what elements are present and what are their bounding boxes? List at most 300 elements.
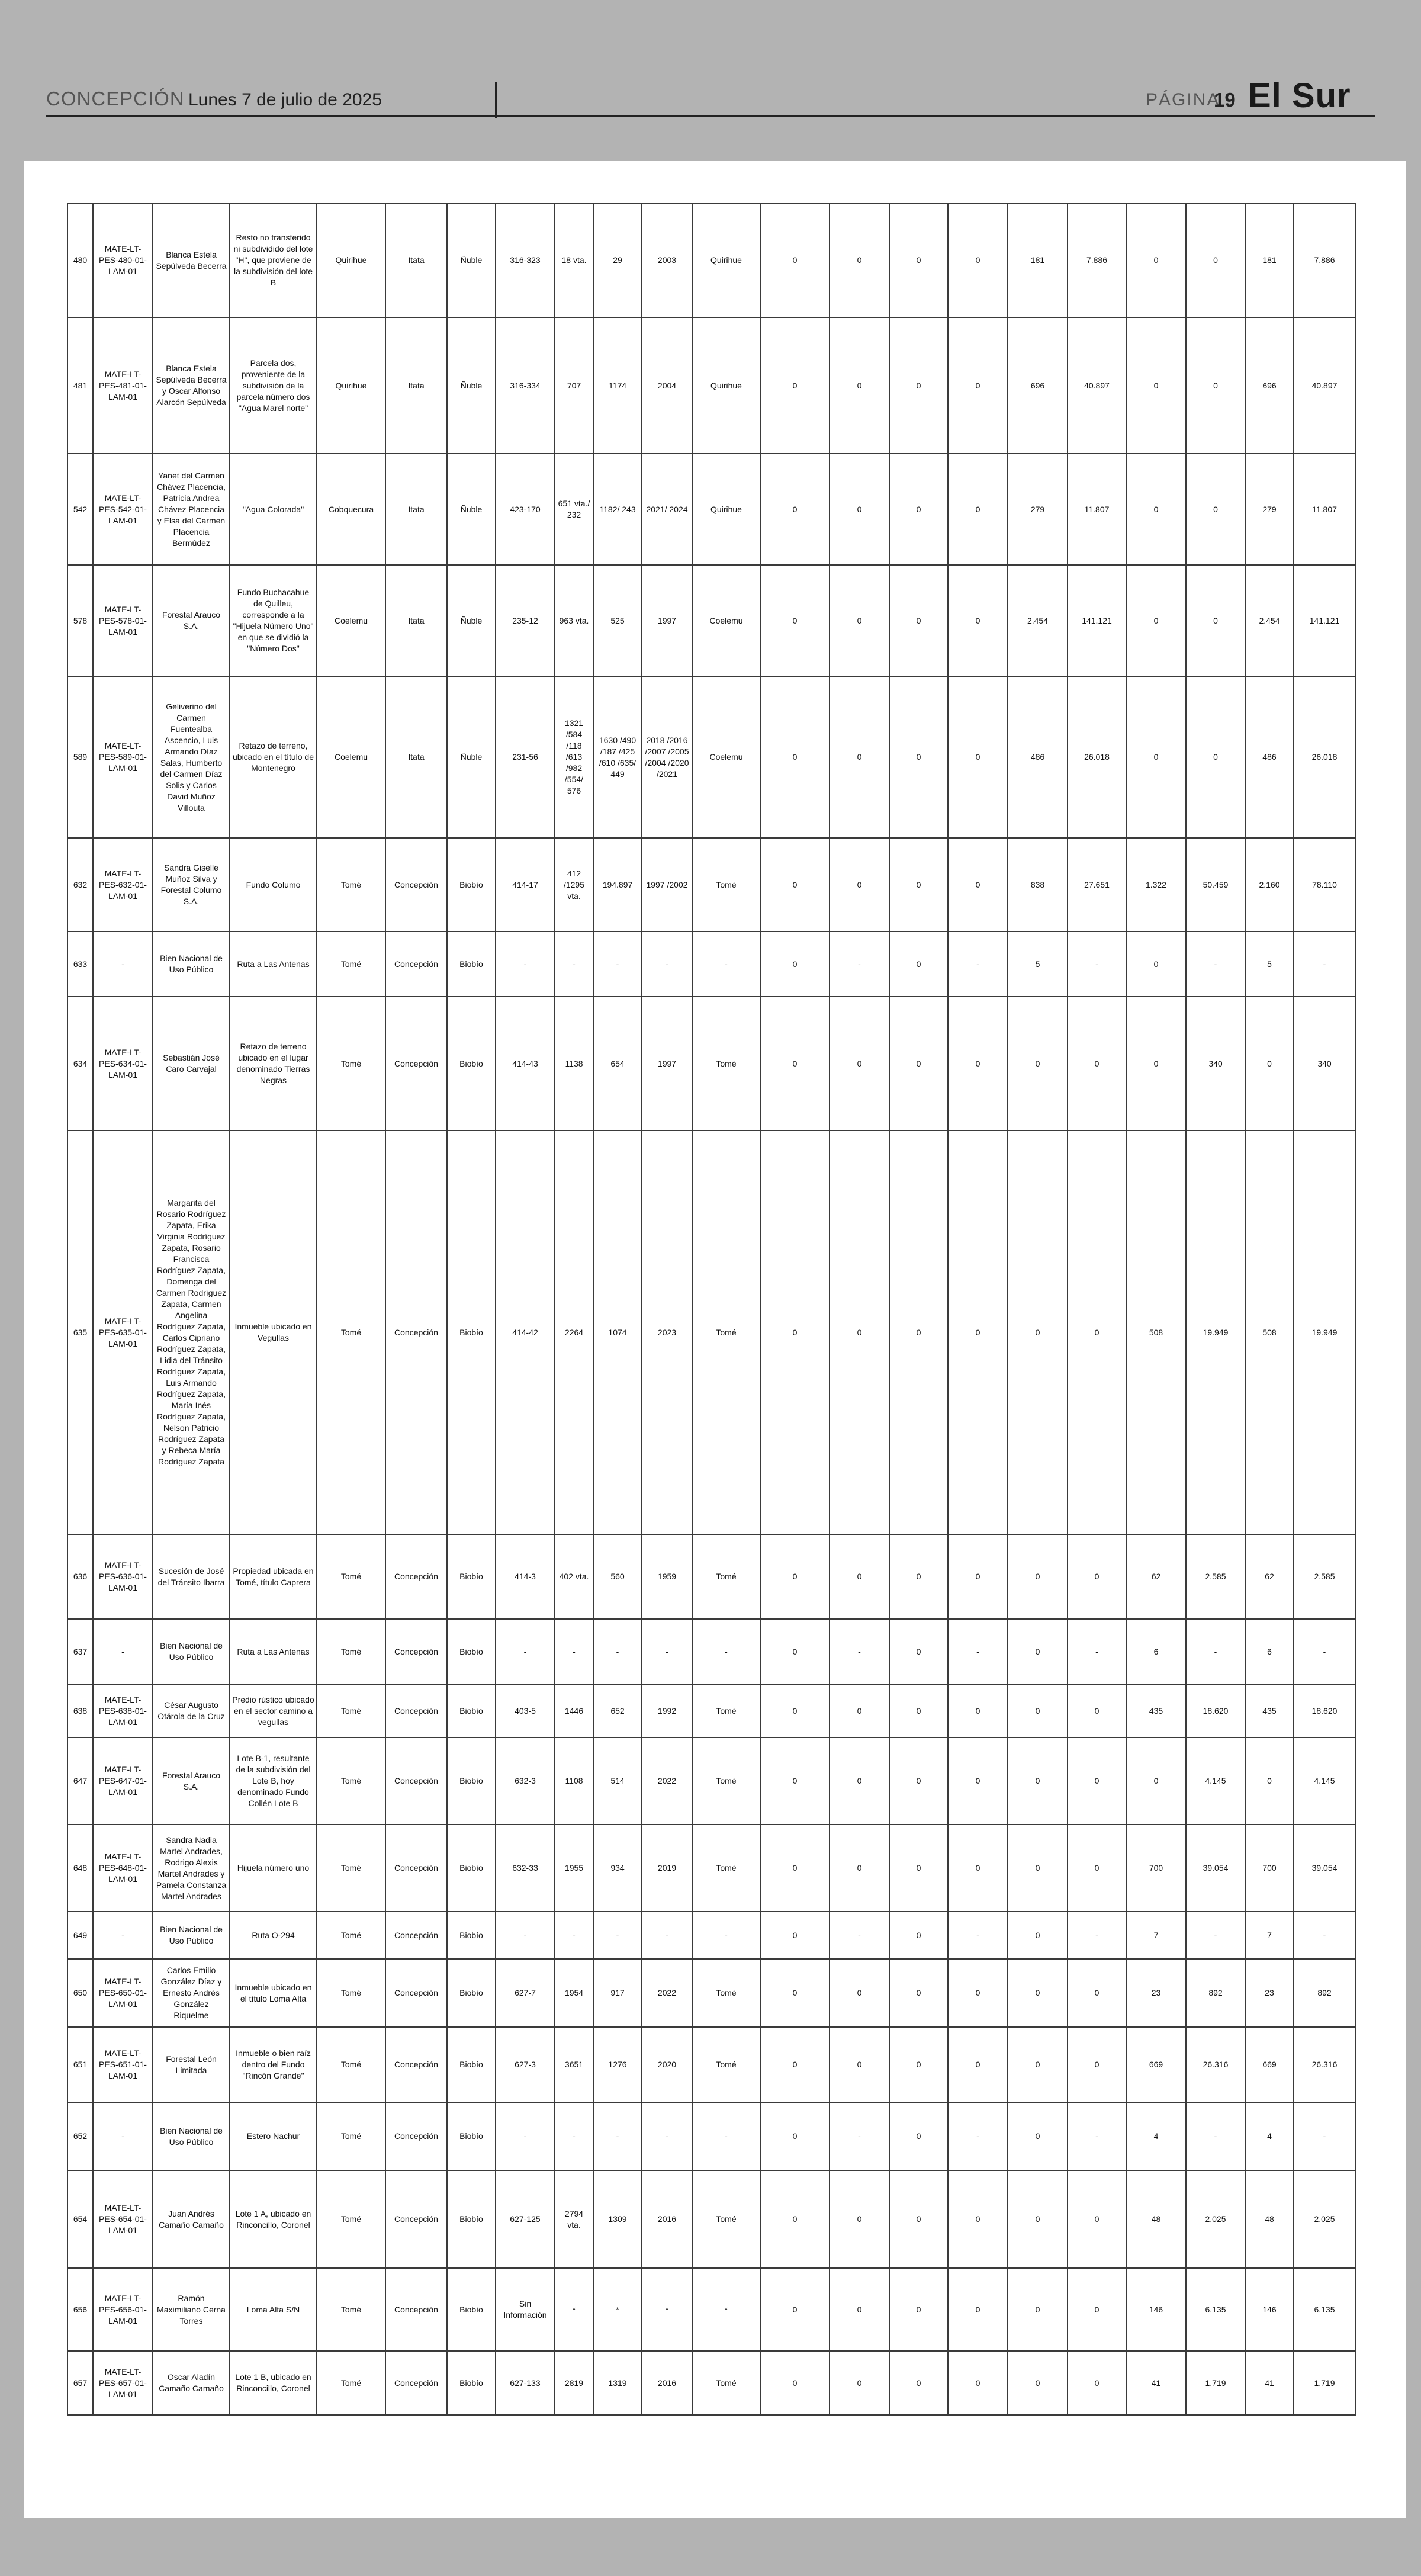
table-cell: MATE-LT-PES-648-01-LAM-01: [93, 1825, 153, 1912]
table-cell: Concepción: [385, 1825, 447, 1912]
table-cell: Coelemu: [692, 565, 760, 676]
table-cell: 636: [67, 1534, 93, 1619]
table-cell: 2016: [642, 2351, 692, 2415]
table-cell: 40.897: [1294, 317, 1355, 454]
table-cell: 0: [889, 2351, 948, 2415]
table-cell: -: [948, 932, 1008, 997]
table-cell: -: [1186, 1912, 1245, 1959]
table-cell: -: [1294, 932, 1355, 997]
table-cell: Concepción: [385, 1959, 447, 2027]
table-row: [67, 2268, 1355, 2351]
table-cell: Tomé: [692, 997, 760, 1130]
table-cell: 892: [1186, 1959, 1245, 2027]
table-cell: Tomé: [692, 1684, 760, 1737]
table-cell: MATE-LT-PES-647-01-LAM-01: [93, 1737, 153, 1825]
table-cell: 0: [948, 1534, 1008, 1619]
table-cell: MATE-LT-PES-578-01-LAM-01: [93, 565, 153, 676]
table-cell: 26.316: [1294, 2027, 1355, 2102]
table-cell: 423-170: [496, 454, 555, 565]
table-cell: 0: [889, 2170, 948, 2268]
table-cell: Concepción: [385, 2102, 447, 2170]
table-cell: 0: [760, 1619, 830, 1684]
table-cell: 635: [67, 1130, 93, 1534]
table-cell: MATE-LT-PES-654-01-LAM-01: [93, 2170, 153, 2268]
table-cell: 0: [1186, 676, 1245, 838]
table-cell: 0: [830, 1684, 889, 1737]
table-row: [67, 1619, 1355, 1684]
table-cell: 707: [555, 317, 593, 454]
table-cell: 2.585: [1294, 1534, 1355, 1619]
table-cell: Itata: [385, 317, 447, 454]
table-cell: Biobío: [447, 997, 496, 1130]
table-cell: 2022: [642, 1959, 692, 2027]
table-cell: 23: [1245, 1959, 1294, 2027]
table-cell: 0: [948, 838, 1008, 932]
table-cell: MATE-LT-PES-650-01-LAM-01: [93, 1959, 153, 2027]
table-cell: -: [1186, 932, 1245, 997]
table-cell: 18 vta.: [555, 203, 593, 317]
table-cell: 26.018: [1068, 676, 1126, 838]
table-cell: 4.145: [1294, 1737, 1355, 1825]
table-cell: Tomé: [317, 838, 385, 932]
table-cell: Parcela dos, proveniente de la subdivisión de la parcela número dos "Agua Marel norte": [230, 317, 317, 454]
table-cell: Geliverino del Carmen Fuentealba Ascencio, Luis Armando Díaz Salas, Humberto del Carmen Díaz Solis y Carlos David Muñoz Villouta: [153, 676, 230, 838]
table-cell: -: [948, 1619, 1008, 1684]
table-cell: 0: [889, 1130, 948, 1534]
table-cell: 1630 /490 /187 /425 /610 /635/ 449: [593, 676, 642, 838]
table-cell: 0: [830, 1825, 889, 1912]
table-cell: 634: [67, 997, 93, 1130]
table-cell: 0: [889, 1825, 948, 1912]
table-cell: Biobío: [447, 1825, 496, 1912]
table-cell: 1997 /2002: [642, 838, 692, 932]
table-cell: 1182/ 243: [593, 454, 642, 565]
table-cell: 650: [67, 1959, 93, 2027]
table-cell: 0: [889, 317, 948, 454]
table-row: [67, 317, 1355, 454]
table-cell: 0: [1008, 1912, 1068, 1959]
table-cell: *: [593, 2268, 642, 2351]
table-cell: 0: [760, 676, 830, 838]
table-cell: MATE-LT-PES-542-01-LAM-01: [93, 454, 153, 565]
table-cell: Coelemu: [317, 676, 385, 838]
table-cell: 0: [760, 1534, 830, 1619]
table-cell: 5: [1008, 932, 1068, 997]
table-row: [67, 838, 1355, 932]
table-cell: -: [496, 932, 555, 997]
table-cell: 48: [1245, 2170, 1294, 2268]
table-cell: MATE-LT-PES-589-01-LAM-01: [93, 676, 153, 838]
table-cell: Quirihue: [692, 454, 760, 565]
table-cell: -: [93, 932, 153, 997]
table-cell: 0: [1126, 932, 1186, 997]
table-cell: 0: [760, 1912, 830, 1959]
table-cell: Forestal Arauco S.A.: [153, 1737, 230, 1825]
table-cell: Tomé: [317, 997, 385, 1130]
table-cell: 41: [1245, 2351, 1294, 2415]
table-cell: Bien Nacional de Uso Público: [153, 1912, 230, 1959]
table-cell: 0: [948, 317, 1008, 454]
table-cell: 654: [67, 2170, 93, 2268]
table-cell: 0: [760, 2170, 830, 2268]
table-cell: 0: [889, 676, 948, 838]
table-cell: 0: [830, 203, 889, 317]
table-cell: -: [555, 1912, 593, 1959]
table-cell: Concepción: [385, 997, 447, 1130]
table-cell: 0: [1008, 2351, 1068, 2415]
table-cell: 651 vta./ 232: [555, 454, 593, 565]
table-cell: Tomé: [317, 2351, 385, 2415]
table-cell: 181: [1245, 203, 1294, 317]
table-cell: 508: [1126, 1130, 1186, 1534]
table-cell: 414-42: [496, 1130, 555, 1534]
table-cell: 560: [593, 1534, 642, 1619]
table-cell: 632: [67, 838, 93, 932]
table-cell: 2264: [555, 1130, 593, 1534]
table-cell: Biobío: [447, 2102, 496, 2170]
table-cell: 0: [1126, 203, 1186, 317]
table-cell: MATE-LT-PES-632-01-LAM-01: [93, 838, 153, 932]
table-cell: 0: [948, 2027, 1008, 2102]
table-cell: 1446: [555, 1684, 593, 1737]
table-cell: 632-33: [496, 1825, 555, 1912]
table-cell: -: [642, 1912, 692, 1959]
table-cell: 435: [1126, 1684, 1186, 1737]
table-cell: 340: [1186, 997, 1245, 1130]
table-cell: 0: [830, 2027, 889, 2102]
table-cell: 1992: [642, 1684, 692, 1737]
table-cell: 892: [1294, 1959, 1355, 2027]
table-cell: 0: [889, 454, 948, 565]
table-cell: Biobío: [447, 1619, 496, 1684]
table-cell: 648: [67, 1825, 93, 1912]
page-number: 19: [1214, 89, 1236, 111]
table-cell: Biobío: [447, 2268, 496, 2351]
table-cell: 2794 vta.: [555, 2170, 593, 2268]
table-cell: Ñuble: [447, 317, 496, 454]
table-cell: Concepción: [385, 838, 447, 932]
table-cell: 7.886: [1068, 203, 1126, 317]
table-cell: 40.897: [1068, 317, 1126, 454]
table-cell: 340: [1294, 997, 1355, 1130]
table-cell: 2021/ 2024: [642, 454, 692, 565]
table-cell: Blanca Estela Sepúlveda Becerra y Oscar Alfonso Alarcón Sepúlveda: [153, 317, 230, 454]
table-cell: 316-323: [496, 203, 555, 317]
table-cell: Biobío: [447, 932, 496, 997]
table-cell: 486: [1008, 676, 1068, 838]
table-cell: 2.454: [1245, 565, 1294, 676]
table-cell: 934: [593, 1825, 642, 1912]
table-cell: 627-3: [496, 2027, 555, 2102]
table-cell: 0: [889, 565, 948, 676]
table-cell: 0: [1126, 1737, 1186, 1825]
table-cell: Coelemu: [692, 676, 760, 838]
table-cell: 1.322: [1126, 838, 1186, 932]
table-cell: 0: [1008, 1684, 1068, 1737]
table-cell: 0: [889, 2027, 948, 2102]
table-cell: 652: [593, 1684, 642, 1737]
expropriation-table: [67, 203, 1356, 2416]
table-cell: 0: [1008, 1130, 1068, 1534]
table-cell: Biobío: [447, 1684, 496, 1737]
table-cell: 637: [67, 1619, 93, 1684]
table-cell: 0: [760, 1684, 830, 1737]
table-cell: Biobío: [447, 1534, 496, 1619]
table-cell: 62: [1245, 1534, 1294, 1619]
table-cell: Coelemu: [317, 565, 385, 676]
table-cell: 48: [1126, 2170, 1186, 2268]
table-cell: Forestal León Limitada: [153, 2027, 230, 2102]
table-cell: 0: [760, 2268, 830, 2351]
table-row: [67, 2170, 1355, 2268]
table-cell: 1997: [642, 565, 692, 676]
table-cell: 412 /1295 vta.: [555, 838, 593, 932]
table-cell: 1319: [593, 2351, 642, 2415]
table-cell: 542: [67, 454, 93, 565]
table-cell: 0: [1126, 676, 1186, 838]
table-cell: -: [692, 2102, 760, 2170]
table-cell: 486: [1245, 676, 1294, 838]
table-cell: MATE-LT-PES-651-01-LAM-01: [93, 2027, 153, 2102]
table-cell: 480: [67, 203, 93, 317]
table-cell: 1997: [642, 997, 692, 1130]
table-cell: 838: [1008, 838, 1068, 932]
table-cell: 0: [1068, 2351, 1126, 2415]
table-cell: Tomé: [317, 2268, 385, 2351]
table-cell: Concepción: [385, 2027, 447, 2102]
table-cell: 0: [948, 2170, 1008, 2268]
table-cell: 11.807: [1068, 454, 1126, 565]
table-cell: 0: [1068, 1737, 1126, 1825]
table-cell: 0: [889, 2102, 948, 2170]
table-cell: 1954: [555, 1959, 593, 2027]
table-cell: 2004: [642, 317, 692, 454]
table-cell: Concepción: [385, 1684, 447, 1737]
table-cell: 0: [1008, 1825, 1068, 1912]
table-cell: César Augusto Otárola de la Cruz: [153, 1684, 230, 1737]
table-cell: 0: [889, 1684, 948, 1737]
table-cell: 0: [760, 2351, 830, 2415]
table-cell: Concepción: [385, 1130, 447, 1534]
table-cell: MATE-LT-PES-657-01-LAM-01: [93, 2351, 153, 2415]
table-cell: 2016: [642, 2170, 692, 2268]
table-cell: 0: [1186, 203, 1245, 317]
table-cell: *: [642, 2268, 692, 2351]
table-cell: 78.110: [1294, 838, 1355, 932]
table-cell: Bien Nacional de Uso Público: [153, 2102, 230, 2170]
table-cell: 181: [1008, 203, 1068, 317]
table-cell: -: [1294, 1619, 1355, 1684]
table-cell: 0: [830, 565, 889, 676]
table-cell: 654: [593, 997, 642, 1130]
table-cell: 41: [1126, 2351, 1186, 2415]
table-cell: 0: [830, 1534, 889, 1619]
table-cell: 2.025: [1186, 2170, 1245, 2268]
table-row: [67, 1737, 1355, 1825]
table-cell: 2819: [555, 2351, 593, 2415]
table-cell: Bien Nacional de Uso Público: [153, 1619, 230, 1684]
table-cell: 18.620: [1294, 1684, 1355, 1737]
table-cell: Sandra Nadia Martel Andrades, Rodrigo Alexis Martel Andrades y Pamela Constanza Martel Andrades: [153, 1825, 230, 1912]
table-cell: MATE-LT-PES-634-01-LAM-01: [93, 997, 153, 1130]
table-cell: Tomé: [317, 1684, 385, 1737]
table-cell: 1955: [555, 1825, 593, 1912]
table-cell: Sin Información: [496, 2268, 555, 2351]
table-cell: 0: [830, 2170, 889, 2268]
table-cell: -: [830, 2102, 889, 2170]
table-cell: 0: [948, 203, 1008, 317]
table-cell: 39.054: [1186, 1825, 1245, 1912]
table-cell: 0: [760, 454, 830, 565]
table-cell: 1.719: [1186, 2351, 1245, 2415]
table-cell: 638: [67, 1684, 93, 1737]
table-row: [67, 565, 1355, 676]
table-cell: 2019: [642, 1825, 692, 1912]
table-cell: 0: [1068, 2170, 1126, 2268]
table-cell: MATE-LT-PES-638-01-LAM-01: [93, 1684, 153, 1737]
table-cell: 627-133: [496, 2351, 555, 2415]
table-cell: Tomé: [317, 1534, 385, 1619]
table-cell: 0: [760, 2027, 830, 2102]
table-cell: Itata: [385, 203, 447, 317]
table-cell: 0: [830, 1959, 889, 2027]
table-cell: -: [593, 1619, 642, 1684]
table-cell: 652: [67, 2102, 93, 2170]
table-row: [67, 1534, 1355, 1619]
table-cell: 0: [1245, 1737, 1294, 1825]
table-cell: 403-5: [496, 1684, 555, 1737]
table-cell: 402 vta.: [555, 1534, 593, 1619]
table-cell: Propiedad ubicada en Tomé, título Caprera: [230, 1534, 317, 1619]
table-cell: 1174: [593, 317, 642, 454]
table-cell: Biobío: [447, 1912, 496, 1959]
table-cell: Tomé: [692, 2027, 760, 2102]
table-cell: 0: [760, 1737, 830, 1825]
table-row: [67, 997, 1355, 1130]
table-cell: Ramón Maximiliano Cerna Torres: [153, 2268, 230, 2351]
table-cell: Inmueble o bien raíz dentro del Fundo "Rincón Grande": [230, 2027, 317, 2102]
table-cell: 0: [1008, 2170, 1068, 2268]
table-cell: 589: [67, 676, 93, 838]
table-cell: Concepción: [385, 1619, 447, 1684]
table-cell: Fundo Buchacahue de Quilleu, corresponde a la "Hijuela Número Uno" en que se dividió la "Número Dos": [230, 565, 317, 676]
table-cell: Concepción: [385, 1534, 447, 1619]
table-row: [67, 2102, 1355, 2170]
page-header: [0, 0, 1421, 160]
table-cell: Quirihue: [692, 203, 760, 317]
table-cell: 0: [889, 2268, 948, 2351]
table-cell: Ñuble: [447, 203, 496, 317]
table-cell: Resto no transferido ni subdividido del lote "H", que proviene de la subdivisión del lote B: [230, 203, 317, 317]
table-cell: 0: [830, 1130, 889, 1534]
table-cell: Concepción: [385, 2170, 447, 2268]
table-cell: 414-3: [496, 1534, 555, 1619]
table-cell: 4.145: [1186, 1737, 1245, 1825]
table-cell: -: [496, 1619, 555, 1684]
table-cell: -: [692, 932, 760, 997]
table-cell: 0: [948, 1959, 1008, 2027]
table-cell: 0: [1008, 1619, 1068, 1684]
table-cell: Itata: [385, 565, 447, 676]
table-cell: Tomé: [692, 1737, 760, 1825]
table-cell: -: [830, 1619, 889, 1684]
table-row: [67, 1912, 1355, 1959]
table-cell: 18.620: [1186, 1684, 1245, 1737]
table-cell: 0: [948, 1737, 1008, 1825]
table-cell: Tomé: [317, 1737, 385, 1825]
table-cell: 6.135: [1186, 2268, 1245, 2351]
table-cell: 632-3: [496, 1737, 555, 1825]
table-cell: 146: [1126, 2268, 1186, 2351]
header-rule: [46, 115, 1375, 117]
table-cell: Biobío: [447, 2351, 496, 2415]
table-cell: 696: [1245, 317, 1294, 454]
table-row: [67, 203, 1355, 317]
table-cell: Ruta a Las Antenas: [230, 932, 317, 997]
table-cell: Tomé: [317, 1130, 385, 1534]
table-cell: -: [593, 2102, 642, 2170]
table-cell: 0: [1008, 1737, 1068, 1825]
table-cell: Tomé: [317, 1912, 385, 1959]
table-cell: Biobío: [447, 838, 496, 932]
table-cell: 3651: [555, 2027, 593, 2102]
table-cell: 2.585: [1186, 1534, 1245, 1619]
table-cell: MATE-LT-PES-480-01-LAM-01: [93, 203, 153, 317]
table-cell: Quirihue: [317, 317, 385, 454]
table-cell: -: [1186, 2102, 1245, 2170]
table-cell: -: [593, 1912, 642, 1959]
table-cell: 0: [760, 1959, 830, 2027]
table-cell: Ñuble: [447, 454, 496, 565]
table-cell: Ruta O-294: [230, 1912, 317, 1959]
table-cell: -: [948, 1912, 1008, 1959]
table-row: [67, 1959, 1355, 2027]
table-cell: Quirihue: [692, 317, 760, 454]
table-cell: Tomé: [692, 2351, 760, 2415]
table-cell: 141.121: [1068, 565, 1126, 676]
table-cell: Itata: [385, 454, 447, 565]
table-cell: 481: [67, 317, 93, 454]
table-cell: 0: [1186, 454, 1245, 565]
table-cell: 0: [1008, 1959, 1068, 2027]
table-cell: 141.121: [1294, 565, 1355, 676]
table-cell: 0: [1008, 2027, 1068, 2102]
table-cell: Tomé: [317, 2170, 385, 2268]
table-cell: 0: [1068, 2268, 1126, 2351]
table-cell: 0: [1008, 997, 1068, 1130]
table-cell: 0: [948, 676, 1008, 838]
table-cell: 2.160: [1245, 838, 1294, 932]
table-cell: MATE-LT-PES-656-01-LAM-01: [93, 2268, 153, 2351]
table-cell: -: [948, 2102, 1008, 2170]
table-cell: -: [1294, 2102, 1355, 2170]
table-cell: Lote 1 B, ubicado en Rinconcillo, Coronel: [230, 2351, 317, 2415]
table-cell: -: [593, 932, 642, 997]
table-cell: 0: [760, 565, 830, 676]
page-label: PÁGINA: [1146, 90, 1220, 110]
table-cell: 633: [67, 932, 93, 997]
table-cell: -: [642, 932, 692, 997]
table-cell: Margarita del Rosario Rodríguez Zapata, Erika Virginia Rodríguez Zapata, Rosario Francisca Rodríguez Zapata, Domenga del Carmen Rodríguez Zapata, Carmen Angelina Rodríguez Zapata, Carlos Cipriano Rodríguez Zapata, Lidia del Tránsito Rodríguez Zapata, Luis Armando Rodríguez Zapata, María Inés Rodríguez Zapata, Nelson Patricio Rodríguez Zapata y Rebeca María Rodríguez Zapata: [153, 1130, 230, 1534]
table-row: [67, 932, 1355, 997]
table-cell: 29: [593, 203, 642, 317]
table-cell: 2003: [642, 203, 692, 317]
table-cell: 1138: [555, 997, 593, 1130]
table-cell: 0: [948, 1130, 1008, 1534]
table-cell: 700: [1126, 1825, 1186, 1912]
table-cell: -: [830, 932, 889, 997]
table-cell: Tomé: [692, 838, 760, 932]
